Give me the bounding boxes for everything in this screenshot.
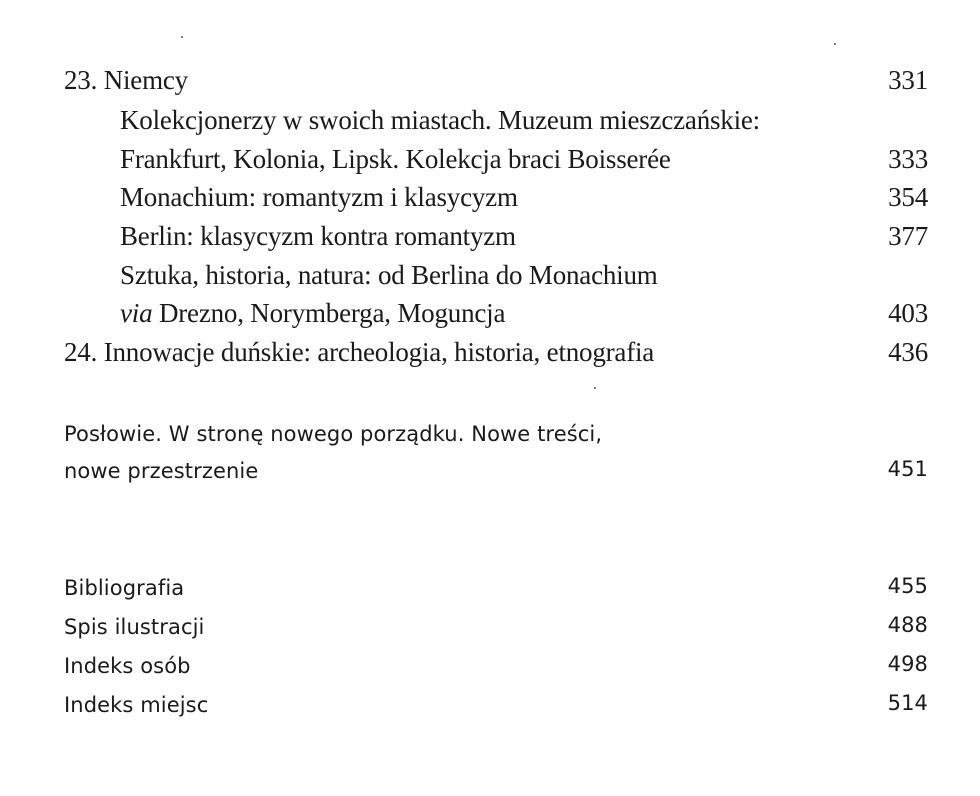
toc-place-index-title[interactable]: Indeks miejsc [64,693,209,717]
toc-sub-1-page: 333 [888,144,928,174]
toc-bibliography-title[interactable]: Bibliografia [64,576,185,600]
toc-sub-2-title[interactable]: Monachium: romantyzm i klasycyzm [120,182,518,212]
toc-sub-4-via: via [120,298,153,328]
toc-postscript-page: 451 [887,457,928,481]
toc-person-index-title[interactable]: Indeks osób [64,654,191,678]
toc-person-index-page: 498 [887,652,928,676]
toc-chapter-23-title[interactable]: 23. Niemcy [64,65,188,95]
scan-speck [834,43,836,45]
toc-bibliography-page: 455 [887,574,928,598]
toc-place-index-page: 514 [887,691,928,715]
toc-sub-1-line2[interactable]: Frankfurt, Kolonia, Lipsk. Kolekcja braci Boisserée [120,144,671,174]
toc-postscript-line1[interactable]: Posłowie. W stronę nowego porządku. Nowe treści, [64,422,603,446]
toc-chapter-24-page: 436 [888,337,928,367]
toc-sub-4-line2-rest: Drezno, Norymberga, Moguncja [152,298,506,328]
toc-chapter-23-page: 331 [888,65,928,95]
toc-sub-3-page: 377 [888,221,928,251]
toc-sub-3-title[interactable]: Berlin: klasycyzm kontra romantyzm [120,221,516,251]
toc-sub-4-line2[interactable] [120,297,505,329]
toc-sub-1-line1[interactable]: Kolekcjonerzy w swoich miastach. Muzeum mieszczańskie: [120,105,760,135]
toc-illustrations-title[interactable]: Spis ilustracji [64,615,205,639]
toc-sub-2-page: 354 [888,182,928,212]
toc-illustrations-page: 488 [887,613,928,637]
toc-chapter-24-title[interactable]: 24. Innowacje duńskie: archeologia, historia, etnografia [64,337,655,367]
toc-postscript-line2[interactable]: nowe przestrzenie [64,459,259,483]
scan-speck [181,36,183,38]
toc-sub-4-page: 403 [888,298,928,328]
scan-speck [594,387,596,389]
toc-sub-4-line1[interactable]: Sztuka, historia, natura: od Berlina do Monachium [120,260,658,290]
